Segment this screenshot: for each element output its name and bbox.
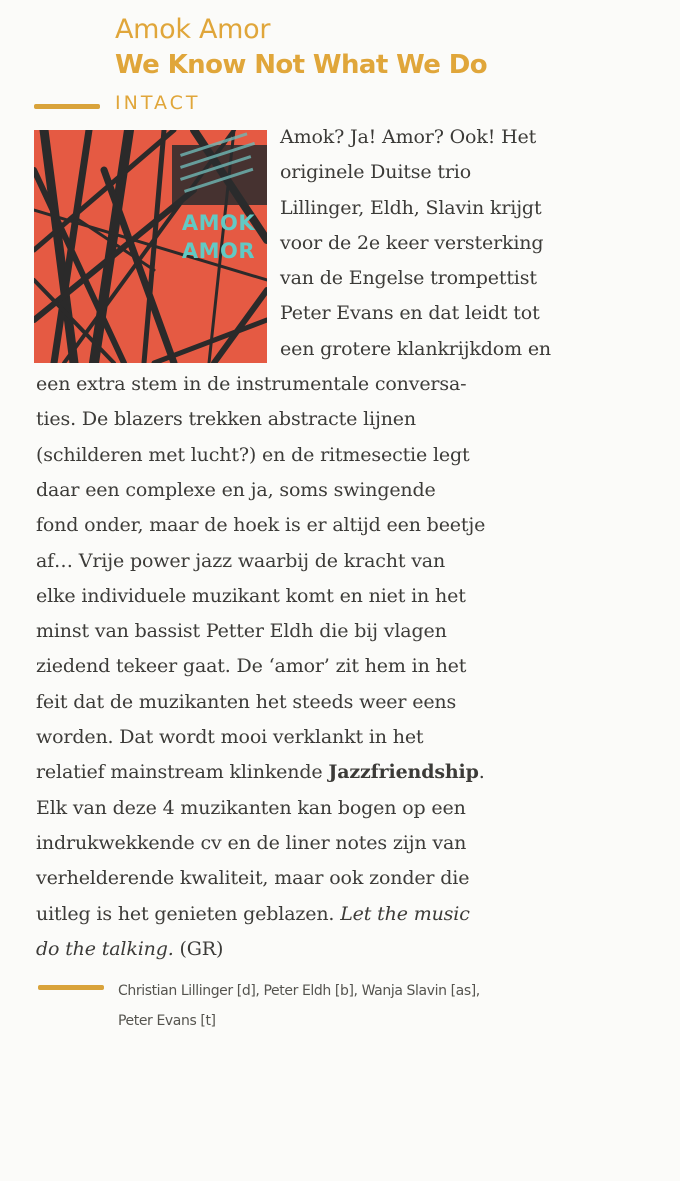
album-title: We Know Not What We Do [115,50,488,80]
italic-phrase: Let the music [340,902,470,925]
review-line: ties. De blazers trekken abstracte lijnen [36,408,416,431]
review-line: indrukwekkende cv en de liner notes zijn van [36,831,467,854]
review-text [36,120,656,967]
review-line: voor de 2e keer versterking [280,231,544,254]
review-line: (schilderen met lucht?) en de ritmesectie legt [36,443,470,466]
reviewer-initials: (GR) [179,937,224,960]
review-line: een grotere klankrijkdom en [280,337,552,360]
review-last-line [36,932,656,967]
review-line: elke individuele muzikant komt en niet in het [36,584,466,607]
review-line: van de Engelse trompettist [280,267,537,290]
bold-album-title: Jazzfriendship [328,761,479,784]
review-line: fond onder, maar de hoek is er altijd een beetje [36,514,486,537]
review-line: ziedend tekeer gaat. De ‘amor’ zit hem in het [36,655,467,678]
credits-line: Peter Evans [t] [118,1013,216,1029]
header-rule [34,104,100,109]
review-line: minst van bassist Petter Eldh die bij vlagen [36,620,447,643]
credits-line: Christian Lillinger [d], Peter Eldh [b], Wanja Slavin [as], [118,983,480,999]
record-label: INTACT [115,92,201,114]
review-line: Lillinger, Eldh, Slavin krijgt [280,196,542,219]
review-line: af… Vrije power jazz waarbij de kracht van [36,549,446,572]
review-line: uitleg is het genieten geblazen. [36,902,335,925]
review-line: daar een complexe en ja, soms swingende [36,478,436,501]
credits-rule [38,985,104,990]
review-line: een extra stem in de instrumentale conversa- [36,373,467,396]
review-line: originele Duitse trio [280,161,471,184]
artist-name: Amok Amor [115,14,271,45]
review-line: verhelderende kwaliteit, maar ook zonder die [36,867,470,890]
review-line: Amok? Ja! Amor? Ook! Het [280,126,537,148]
musician-credits [118,976,638,1036]
review-line-with-title: relatief mainstream klinkende Jazzfriendship. [36,761,485,784]
review-line-with-italic [36,897,656,932]
italic-phrase-end: do the talking. [36,937,174,960]
review-line: Elk van deze 4 muzikanten kan bogen op een [36,796,466,819]
review-line: relatief mainstream klinkende [36,761,323,784]
review-line: Peter Evans en dat leidt tot [280,302,540,325]
cover-title-line1: AMOK [181,211,256,235]
review-line: worden. Dat wordt mooi verklankt in het [36,726,424,749]
cover-title-line2: AMOR [181,239,256,263]
review-line: feit dat de muzikanten het steeds weer eens [36,690,457,713]
